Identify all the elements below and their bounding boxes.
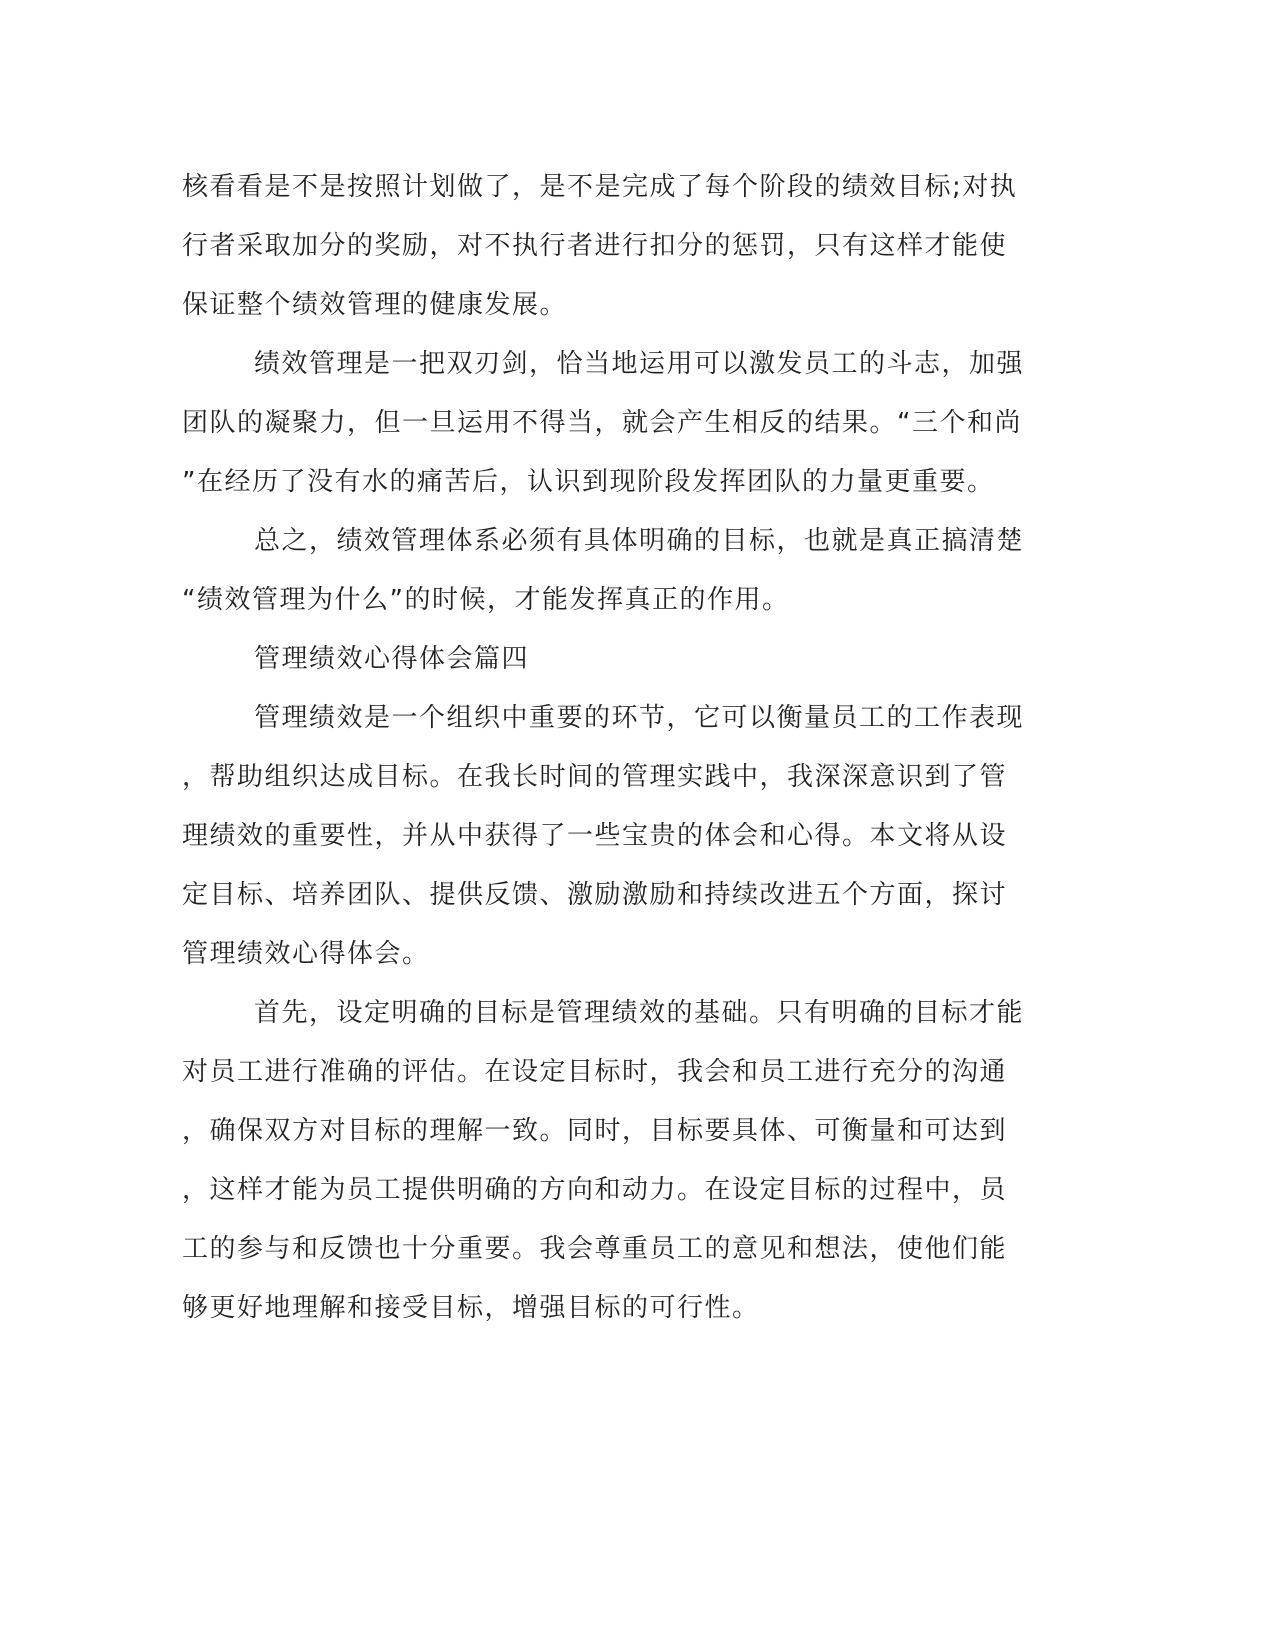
text-line: 团队的凝聚力，但一旦运用不得当，就会产生相反的结果。“三个和尚 [182, 408, 1022, 438]
paragraph-double-edged-sword [182, 335, 1027, 512]
text-line: ”在经历了没有水的痛苦后，认识到现阶段发挥团队的力量更重要。 [182, 467, 995, 497]
text-line: 核看看是不是按照计划做了，是不是完成了每个阶段的绩效目标;对执 [182, 172, 1018, 202]
section-heading [182, 630, 1027, 689]
text-line: 总之，绩效管理体系必须有具体明确的目标，也就是真正搞清楚 [254, 526, 1025, 556]
text-line: 管理绩效是一个组织中重要的环节，它可以衡量员工的工作表现 [254, 703, 1025, 733]
text-line: 管理绩效心得体会。 [182, 939, 430, 969]
document-body [182, 158, 1027, 1338]
text-line: 首先，设定明确的目标是管理绩效的基础。只有明确的目标才能 [254, 998, 1025, 1028]
text-line: 够更好地理解和接受目标，增强目标的可行性。 [182, 1293, 760, 1323]
text-line: 绩效管理是一把双刃剑，恰当地运用可以激发员工的斗志，加强 [254, 349, 1025, 379]
text-line: ，确保双方对目标的理解一致。同时，目标要具体、可衡量和可达到 [182, 1116, 1008, 1146]
text-line: 工的参与和反馈也十分重要。我会尊重员工的意见和想法，使他们能 [182, 1234, 1008, 1264]
text-line: 保证整个绩效管理的健康发展。 [182, 290, 568, 320]
text-line: ，帮助组织达成目标。在我长时间的管理实践中，我深深意识到了管 [182, 762, 1008, 792]
paragraph-conclusion [182, 512, 1027, 630]
text-line: ，这样才能为员工提供明确的方向和动力。在设定目标的过程中，员 [182, 1175, 1008, 1205]
paragraph-continuation [182, 158, 1027, 335]
text-line: 行者采取加分的奖励，对不执行者进行扣分的惩罚，只有这样才能使 [182, 231, 1008, 261]
paragraph-introduction [182, 689, 1027, 984]
text-line: “绩效管理为什么”的时候，才能发挥真正的作用。 [182, 585, 790, 615]
text-line: 对员工进行准确的评估。在设定目标时，我会和员工进行充分的沟通 [182, 1057, 1008, 1087]
text-line: 定目标、培养团队、提供反馈、激励激励和持续改进五个方面，探讨 [182, 880, 1008, 910]
paragraph-setting-goals [182, 984, 1027, 1338]
text-line: 理绩效的重要性，并从中获得了一些宝贵的体会和心得。本文将从设 [182, 821, 1008, 851]
section-title: 管理绩效心得体会篇四 [254, 644, 530, 674]
